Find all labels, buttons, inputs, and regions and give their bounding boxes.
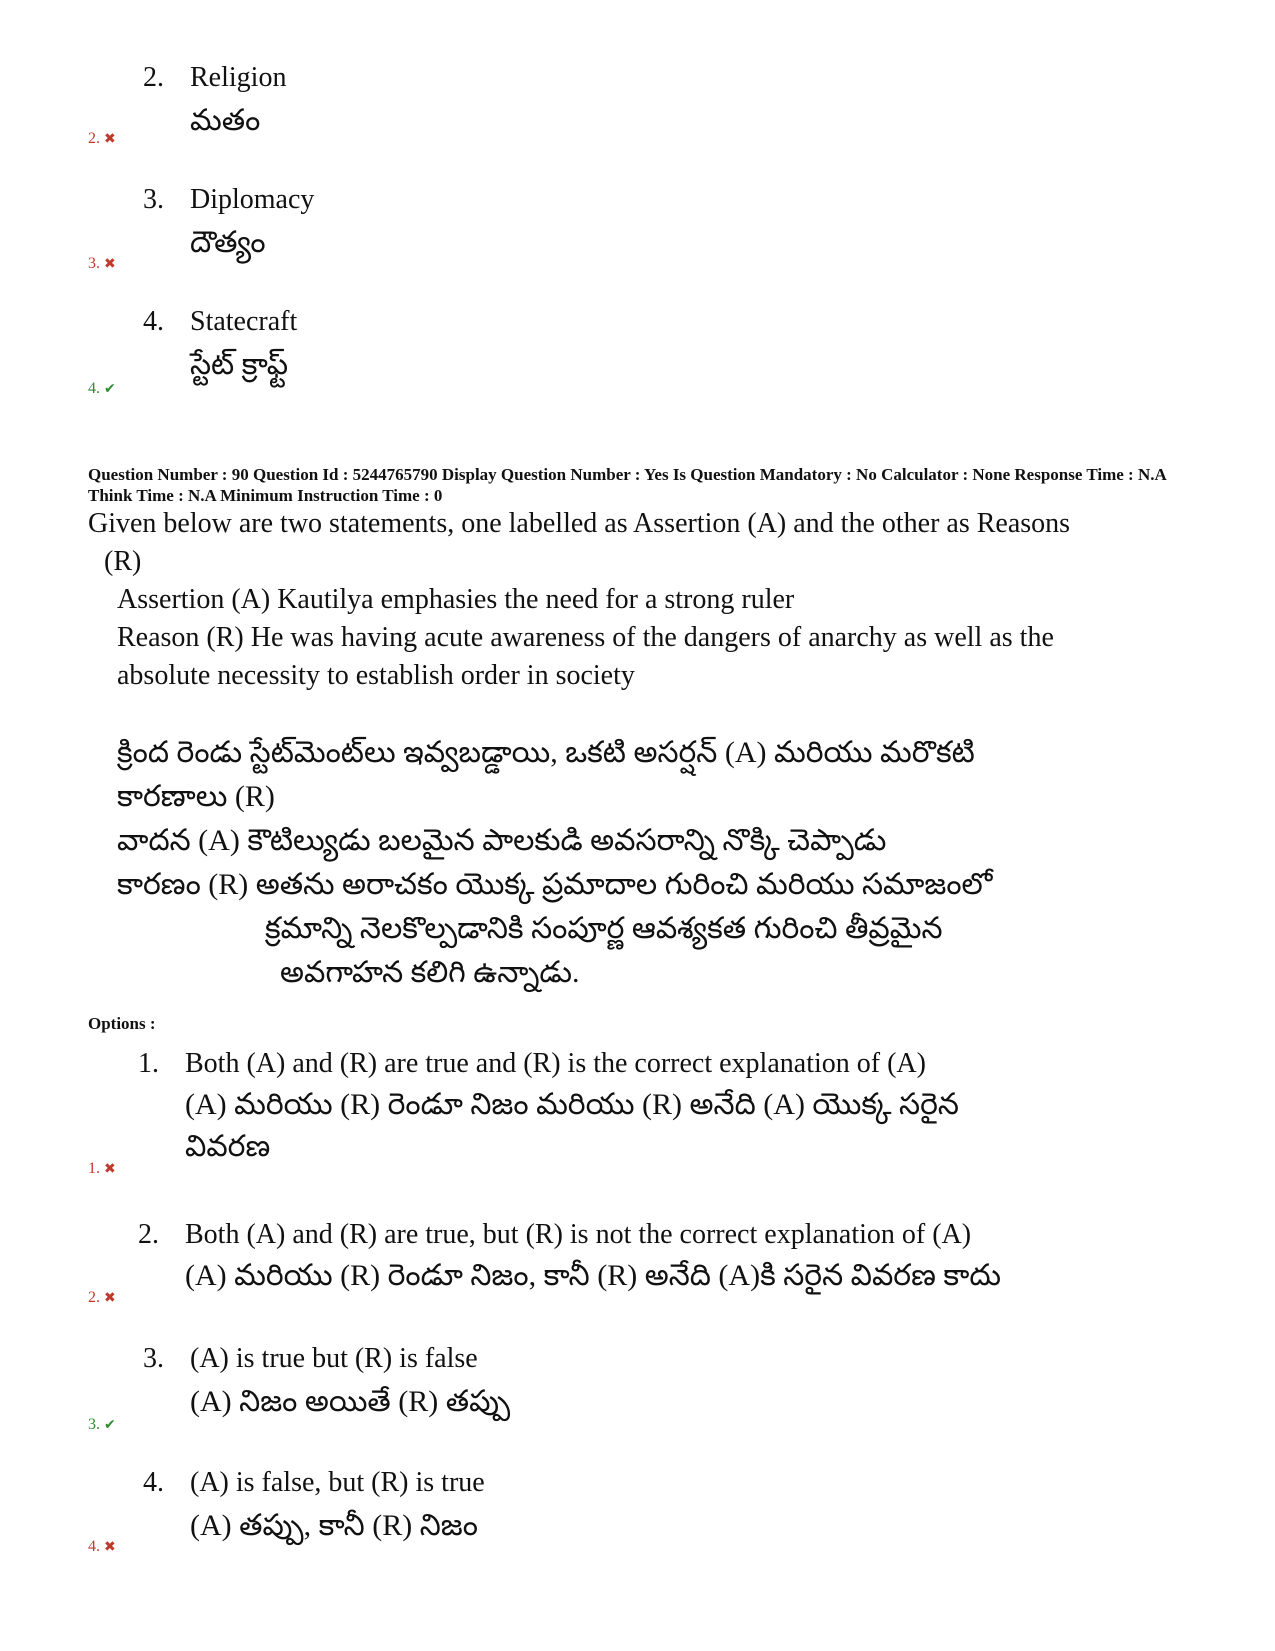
- reason-te-line2: క్రమాన్ని నెలకొల్పడానికి సంపూర్ణ ఆవశ్యకత గురించి తీవ్రమైన: [265, 912, 943, 945]
- mark-number: 3.: [88, 255, 100, 272]
- option-text-te-line1: (A) తప్పు, కానీ (R) నిజం: [190, 1509, 478, 1542]
- option-number: 4.: [143, 1467, 164, 1498]
- correct-mark: [88, 380, 116, 398]
- assertion-en: Assertion (A) Kautilya emphasies the need for a strong ruler: [117, 584, 795, 615]
- cross-icon: ✖: [104, 1539, 116, 1555]
- wrong-mark: [88, 1538, 116, 1556]
- check-icon: ✔: [104, 381, 116, 397]
- prev-option-text-en: Diplomacy: [190, 184, 315, 215]
- mark-number: 2.: [88, 130, 100, 147]
- question-intro-en-line1: Given below are two statements, one labelled as Assertion (A) and the other as Reasons: [88, 508, 1071, 539]
- question-intro-te-line2: కారణాలు (R): [117, 780, 275, 813]
- reason-te-line3: అవగాహన కలిగి ఉన్నాడు.: [280, 956, 580, 989]
- option-text-te-line1: (A) నిజం అయితే (R) తప్పు: [190, 1385, 511, 1418]
- option-text-te-line2: వివరణ: [185, 1130, 271, 1163]
- wrong-mark: [88, 130, 116, 148]
- mark-number: 4.: [88, 380, 100, 397]
- cross-icon: ✖: [104, 1161, 116, 1177]
- correct-mark: [88, 1416, 116, 1434]
- cross-icon: ✖: [104, 256, 116, 272]
- prev-option-text-en: Religion: [190, 62, 287, 93]
- option-number: 1.: [138, 1048, 159, 1079]
- prev-option-text-te: దౌత్యం: [190, 226, 266, 259]
- option-text-en: (A) is false, but (R) is true: [190, 1467, 485, 1498]
- prev-option-text-te: మతం: [190, 104, 261, 137]
- reason-en-line2: absolute necessity to establish order in society: [117, 660, 635, 691]
- option-text-en: Both (A) and (R) are true and (R) is the correct explanation of (A): [185, 1048, 926, 1079]
- option-text-te-line1: (A) మరియు (R) రెండూ నిజం మరియు (R) అనేది (A) యొక్క సరైన: [185, 1088, 959, 1121]
- assertion-te: వాదన (A) కౌటిల్యుడు బలమైన పాలకుడి అవసరాన్ని నొక్కి చెప్పాడు: [117, 824, 887, 857]
- option-text-en: Both (A) and (R) are true, but (R) is not the correct explanation of (A): [185, 1219, 972, 1250]
- option-number: 2.: [138, 1219, 159, 1250]
- wrong-mark: [88, 255, 116, 273]
- question-meta: Question Number : 90 Question Id : 5244765790 Display Question Number : Yes Is Question Mandatory : No Calculator : None Response Time : N.A Think Time : N.A Minimum Instruction Time : 0: [88, 465, 1166, 505]
- prev-option-number: 4.: [143, 306, 164, 337]
- option-text-en: (A) is true but (R) is false: [190, 1343, 478, 1374]
- wrong-mark: [88, 1289, 116, 1307]
- prev-option-text-te: స్టేట్ క్రాఫ్ట్: [190, 348, 289, 381]
- question-intro-te-line1: క్రింద రెండు స్టేట్‌మెంట్‌లు ఇవ్వబడ్డాయి, ఒకటి అసర్షన్ (A) మరియు మరొకటి: [117, 736, 975, 769]
- check-icon: ✔: [104, 1417, 116, 1433]
- prev-option-number: 2.: [143, 62, 164, 93]
- option-number: 3.: [143, 1343, 164, 1374]
- options-label: Options :: [88, 1014, 156, 1033]
- mark-number: 1.: [88, 1160, 100, 1177]
- reason-te-line1: కారణం (R) అతను అరాచకం యొక్క ప్రమాదాల గురించి మరియు సమాజంలో: [117, 868, 993, 901]
- mark-number: 4.: [88, 1538, 100, 1555]
- cross-icon: ✖: [104, 131, 116, 147]
- question-intro-en-line2: (R): [104, 546, 142, 577]
- prev-option-number: 3.: [143, 184, 164, 215]
- cross-icon: ✖: [104, 1290, 116, 1306]
- reason-en-line1: Reason (R) He was having acute awareness of the dangers of anarchy as well as the: [117, 622, 1054, 653]
- mark-number: 3.: [88, 1416, 100, 1433]
- option-text-te-line1: (A) మరియు (R) రెండూ నిజం, కానీ (R) అనేది (A)కి సరైన వివరణ కాదు: [185, 1259, 1001, 1292]
- mark-number: 2.: [88, 1289, 100, 1306]
- wrong-mark: [88, 1160, 116, 1178]
- prev-option-text-en: Statecraft: [190, 306, 298, 337]
